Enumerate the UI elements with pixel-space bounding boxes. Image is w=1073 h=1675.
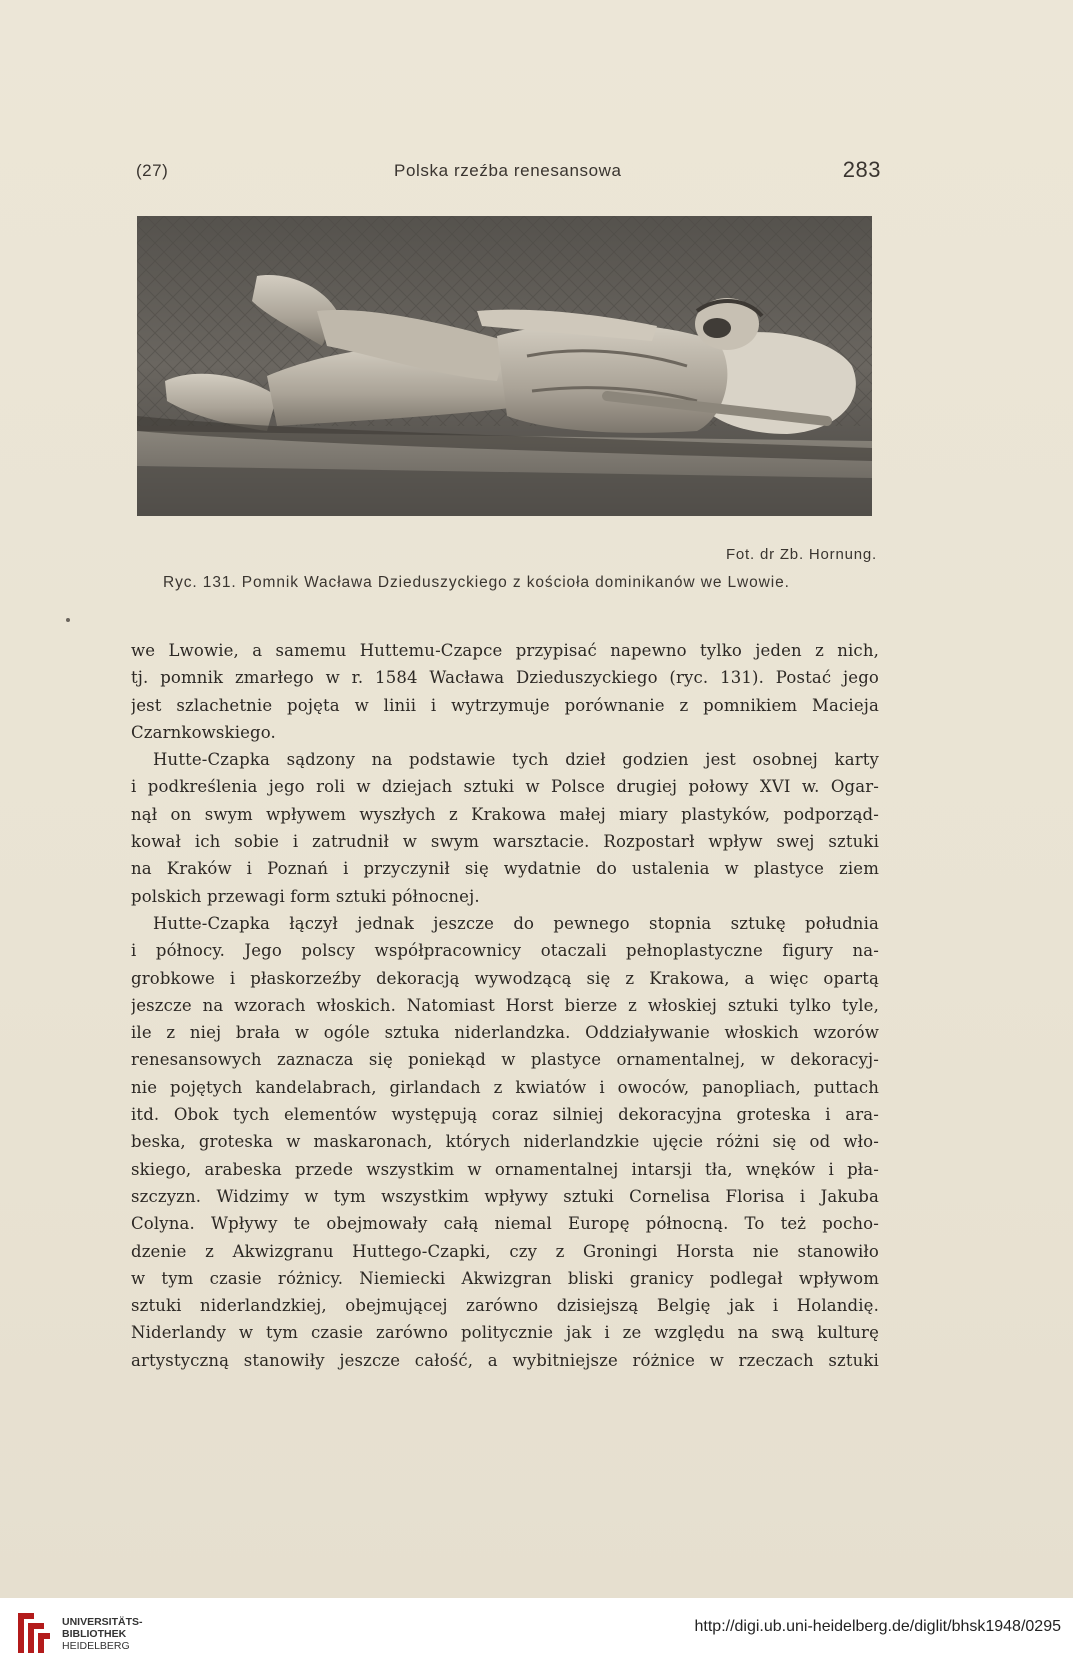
text-line: na Kraków i Poznań i przyczynił się wydatnie do ustalenia w plastyce ziem <box>131 859 879 879</box>
text-line: nął on swym wpływem wyszłych z Krakowa małej miary plastyków, podporząd- <box>131 804 879 824</box>
running-title: Polska rzeźba renesansowa <box>394 161 622 180</box>
text-line: nie pojętych kandelabrach, girlandach z kwiatów i owoców, panopliach, puttach <box>131 1077 879 1097</box>
page-speck <box>66 618 70 622</box>
section-number: (27) <box>136 161 169 180</box>
text-line: renesansowych zaznacza się poniekąd w plastyce ornamentalnej, w dekoracyj- <box>131 1050 879 1070</box>
text-line: w tym czasie różnicy. Niemiecki Akwizgran bliski granicy podlegał wpływom <box>131 1268 879 1288</box>
text-line: grobkowe i płaskorzeźby dekoracją wywodzącą się z Krakowa, a więc opartą <box>131 968 879 988</box>
library-logo-icon[interactable] <box>14 1609 54 1657</box>
figure-caption: Ryc. 131. Pomnik Wacława Dzieduszyckiego z kościoła dominikanów we Lwowie. <box>163 574 790 591</box>
text-line: i podkreślenia jego roli w dziejach sztuki w Polsce drugiej połowy XVI w. Ogar- <box>131 777 879 797</box>
text-line: Niderlandy w tym czasie zarówno politycznie jak i ze względu na swą kulturę <box>131 1323 879 1343</box>
text-line: polskich przewagi form sztuki północnej. <box>131 886 480 906</box>
text-line: Colyna. Wpływy te obejmowały całą niemal Europę północną. To też pocho- <box>131 1214 879 1234</box>
text-line: tj. pomnik zmarłego w r. 1584 Wacława Dzieduszyckiego (ryc. 131). Postać jego <box>131 668 879 688</box>
text-line: kował ich sobie i zatrudnił w swym warsztacie. Rozpostarł wpływ swej sztuki <box>131 832 879 852</box>
text-line: sztuki niderlandzkiej, obejmującej zarówno dzisiejszą Belgię jak i Holandię. <box>131 1296 879 1316</box>
text-line: artystyczną stanowiły jeszcze całość, a wybitniejsze różnice w rzeczach sztuki <box>131 1350 879 1370</box>
library-name-line: BIBLIOTHEK <box>62 1628 127 1640</box>
body-text <box>131 637 879 1374</box>
tomb-effigy-photo-icon <box>137 216 872 516</box>
text-line: itd. Obok tych elementów występują coraz silniej dekoracyjna groteska i ara- <box>131 1105 879 1125</box>
text-line: Czarnkowskiego. <box>131 722 276 742</box>
tomb-effigy-photo <box>137 216 872 516</box>
text-line: skiego, arabeska przede wszystkim w ornamentalnej intarsji tła, wnęków i pła- <box>131 1159 879 1179</box>
library-footer <box>0 1598 1073 1675</box>
text-line: i północy. Jego polscy współpracownicy otaczali pełnoplastyczne figury na- <box>131 941 879 961</box>
library-name-line: HEIDELBERG <box>62 1640 130 1652</box>
text-line: we Lwowie, a samemu Huttemu-Czapce przypisać napewno tylko jeden z nich, <box>131 641 879 660</box>
page-number: 283 <box>842 157 881 182</box>
text-line: Hutte-Czapka sądzony na podstawie tych dzieł godzien jest osobnej karty <box>153 750 879 770</box>
text-line: jeszcze na wzorach włoskich. Natomiast Horst bierze z włoskiej sztuki tylko tyle, <box>131 995 879 1015</box>
text-line: beska, groteska w maskaronach, których niderlandzkie ujęcie różni się od wło- <box>131 1132 879 1152</box>
library-name-line: UNIVERSITÄTS- <box>62 1616 143 1628</box>
text-line: jest szlachetnie pojęta w linii i wytrzymuje porównanie z pomnikiem Macieja <box>131 695 879 715</box>
permalink-url[interactable]: http://digi.ub.uni-heidelberg.de/diglit/bhsk1948/0295 <box>694 1618 1061 1635</box>
text-line: szczyzn. Widzimy w tym wszystkim wpływy sztuki Cornelisa Florisa i Jakuba <box>131 1186 879 1206</box>
text-line: ile z niej brała w ogóle sztuka niderlandzka. Oddziaływanie włoskich wzorów <box>131 1023 879 1043</box>
library-name <box>62 1616 143 1652</box>
text-line: Hutte-Czapka łączył jednak jeszcze do pewnego stopnia sztukę południa <box>153 913 879 933</box>
text-line: dzenie z Akwizgranu Huttego-Czapki, czy z Groningi Horsta nie stanowiło <box>131 1241 879 1261</box>
photo-credit: Fot. dr Zb. Hornung. <box>725 546 877 563</box>
running-header <box>136 157 881 193</box>
